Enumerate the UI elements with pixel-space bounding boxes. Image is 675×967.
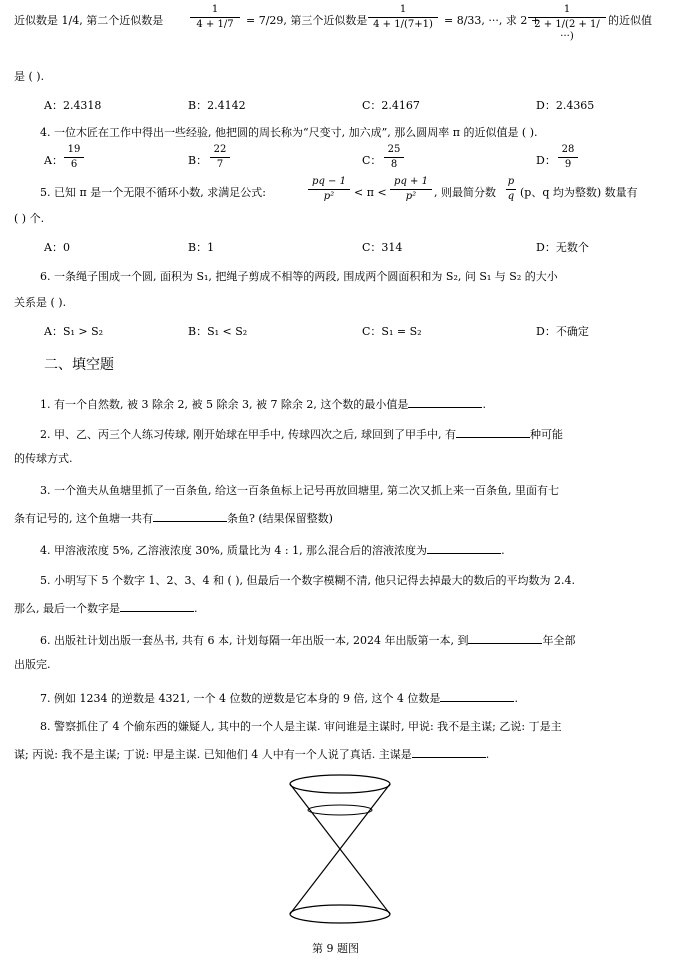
- q3-eq-b: = 8/33, ···, 求 2 +: [444, 14, 541, 27]
- fill-q3-line2: [14, 510, 333, 526]
- fill-q2-text-b: 种可能: [529, 428, 563, 441]
- q3-fraction-c-den: 2 + 1/(2 + 1/···): [534, 19, 600, 42]
- fill-q7-text: 7. 例如 1234 的逆数是 4321, 一个 4 位数的逆数是它本身的 9 倍, 这个 4 位数是: [40, 692, 441, 705]
- fill-q2-line2: 的传球方式.: [14, 452, 73, 465]
- q4-text: 4. 一位木匠在工作中得出一些经验, 他把圆的周长称为“尺变寸, 加六成”, 那么圆周率 π 的近似值是 ( ).: [40, 126, 538, 139]
- fill-q2: [40, 426, 563, 442]
- fill-q8-text: 谋; 丙说: 我不是主谋; 丁说: 甲是主谋. 已知他们 4 人中有一个人说了真话. 主谋是: [14, 748, 412, 761]
- fill-q1-blank[interactable]: [408, 396, 482, 408]
- q3-line2: 是 ( ).: [14, 70, 45, 83]
- q5-ineq-mid: < π <: [354, 186, 387, 199]
- q5-pq-num: p: [507, 176, 515, 187]
- q5-option-b: B：1: [188, 241, 215, 254]
- q5-right-den: p²: [405, 191, 417, 202]
- q3-fraction-b: [368, 4, 438, 31]
- q4-option-b-fraction: [210, 144, 230, 171]
- q4-option-b-den: 7: [216, 159, 224, 170]
- q3-option-b: B：2.4142: [188, 99, 246, 112]
- q4-option-d-label: D：: [536, 154, 556, 167]
- q3-fraction-c: [528, 4, 606, 43]
- q3-option-a: A：2.4318: [44, 99, 102, 112]
- fill-q5-blank[interactable]: [120, 600, 194, 612]
- q6-option-b: B：S₁ < S₂: [188, 325, 248, 338]
- fill-q7-end: .: [514, 692, 518, 705]
- q4-option-c-den: 8: [390, 159, 398, 170]
- q4-option-d-fraction: [558, 144, 578, 171]
- fill-q5-line1: 5. 小明写下 5 个数字 1、2、3、4 和 ( ), 但最后一个数字模糊不清, 他只记得去掉最大的数后的平均数为 2.4.: [40, 574, 576, 587]
- q3-option-d: D：2.4365: [536, 99, 595, 112]
- q4-option-c-num: 25: [387, 144, 401, 155]
- fill-q3-blank[interactable]: [153, 510, 227, 522]
- figure-caption: 第 9 题图: [312, 942, 359, 955]
- fill-q3-line1: 3. 一个渔夫从鱼塘里抓了一百条鱼, 给这一百条鱼标上记号再放回塘里, 第二次又抓上来一百条鱼, 里面有七: [40, 484, 559, 497]
- q5-right-fraction: [390, 176, 432, 203]
- q3-fraction-a-num: 1: [211, 4, 219, 15]
- q4-option-b-num: 22: [213, 144, 227, 155]
- q6-option-c: C：S₁ = S₂: [362, 325, 422, 338]
- q3-fraction-a-den: 4 + 1/7: [196, 19, 234, 30]
- top-ellipse: [290, 775, 390, 793]
- q3-fraction-a: [190, 4, 240, 31]
- q4-option-a-num: 19: [67, 144, 81, 155]
- q4-option-c-label: C：: [362, 154, 382, 167]
- fill-q4-text: 4. 甲溶液浓度 5%, 乙溶液浓度 30%, 质量比为 4 : 1, 那么混合后的溶液浓度为: [40, 544, 428, 557]
- q6-option-a: A：S₁ > S₂: [44, 325, 104, 338]
- q4-option-d-num: 28: [561, 144, 575, 155]
- q5-left-den: p²: [323, 191, 335, 202]
- fill-q1-text: 1. 有一个自然数, 被 3 除余 2, 被 5 除余 3, 被 7 除余 2, 这个数的最小值是: [40, 398, 409, 411]
- q6-line2: 关系是 ( ).: [14, 296, 67, 309]
- fill-q7-blank[interactable]: [440, 690, 514, 702]
- q3-fraction-b-num: 1: [399, 4, 407, 15]
- q5-right-num: pq + 1: [394, 176, 428, 187]
- q5-left-fraction: [308, 176, 350, 203]
- fill-q1-end: .: [482, 398, 486, 411]
- fill-q4-end: .: [501, 544, 505, 557]
- liquid-ellipse: [308, 805, 372, 815]
- q4-option-d-den: 9: [564, 159, 572, 170]
- q5-line2: ( ) 个.: [14, 212, 45, 225]
- q3-fraction-c-num: 1: [563, 4, 571, 15]
- q6-option-d: D：不确定: [536, 325, 589, 338]
- q5-option-a: A：0: [44, 241, 70, 254]
- fill-q8-blank[interactable]: [412, 746, 486, 758]
- q5-option-d: D：无数个: [536, 241, 589, 254]
- fill-q4: [40, 542, 505, 558]
- q4-option-a-den: 6: [70, 159, 78, 170]
- bottom-ellipse: [290, 905, 390, 923]
- q3-line1-start: 近似数是 1/4, 第二个近似数是: [14, 14, 164, 27]
- q5-option-c: C：314: [362, 241, 403, 254]
- fill-q3-text: 条有记号的, 这个鱼塘一共有: [14, 512, 153, 525]
- fill-q7: [40, 690, 518, 706]
- q3-option-c: C：2.4167: [362, 99, 420, 112]
- fill-q2-blank[interactable]: [456, 426, 530, 438]
- q4-option-a-label: A：: [44, 154, 63, 167]
- fill-q8-line1: 8. 警察抓住了 4 个偷东西的嫌疑人, 其中的一个人是主谋. 审问谁是主谋时, 甲说: 我不是主谋; 乙说: 丁是主: [40, 720, 562, 733]
- q5-left-num: pq − 1: [312, 176, 346, 187]
- fill-q2-text: 2. 甲、乙、丙三个人练习传球, 刚开始球在甲手中, 传球四次之后, 球回到了甲手中, 有: [40, 428, 456, 441]
- q4-option-a-fraction: [64, 144, 84, 171]
- q5-text-c: (p、q 均为整数) 数量有: [520, 186, 638, 199]
- q3-line1-end: 的近似值: [608, 14, 652, 27]
- fill-q8-end: .: [485, 748, 490, 761]
- fill-q5-line2: [14, 600, 198, 616]
- q4-option-c-fraction: [384, 144, 404, 171]
- q3-eq-a: = 7/29, 第三个近似数是: [246, 14, 368, 27]
- fill-q4-blank[interactable]: [427, 542, 501, 554]
- fill-q6-text: 6. 出版社计划出版一套丛书, 共有 6 本, 计划每隔一年出版一本, 2024 年出版第一本, 到: [40, 634, 469, 647]
- fill-q5-text: 那么, 最后一个数字是: [14, 602, 120, 615]
- q5-pq-den: q: [507, 191, 515, 202]
- fill-q6-line2: 出版完.: [14, 658, 51, 671]
- double-cone-figure: [280, 772, 400, 932]
- q5-text-a: 5. 已知 π 是一个无限不循环小数, 求满足公式:: [40, 186, 266, 199]
- q6-line1: 6. 一条绳子围成一个圆, 面积为 S₁, 把绳子剪成不相等的两段, 围成两个圆面积和为 S₂, 问 S₁ 与 S₂ 的大小: [40, 270, 558, 283]
- fill-q8-line2: [14, 746, 489, 762]
- q5-text-b: , 则最简分数: [434, 186, 496, 199]
- fill-q5-end: .: [194, 602, 198, 615]
- q5-pq-fraction: [506, 176, 516, 203]
- fill-q6-text-b: 年全部: [542, 634, 576, 647]
- fill-q3-text-b: 条鱼? (结果保留整数): [227, 512, 333, 525]
- fill-q6-blank[interactable]: [468, 632, 542, 644]
- q4-option-b-label: B：: [188, 154, 208, 167]
- section-title: 二、填空题: [44, 357, 114, 373]
- fill-q6: [40, 632, 575, 648]
- fill-q1: [40, 396, 486, 412]
- q3-fraction-b-den: 4 + 1/(7+1): [373, 19, 433, 30]
